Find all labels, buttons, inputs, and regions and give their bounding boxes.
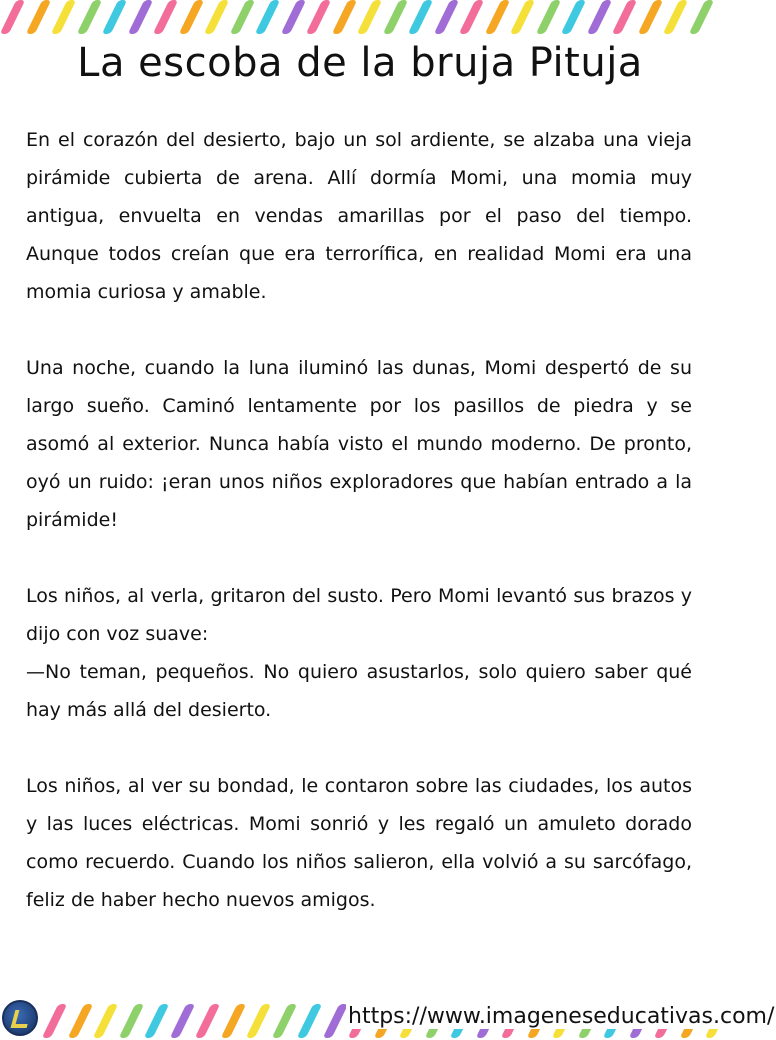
stripe-decoration — [118, 1004, 144, 1038]
stripe-decoration — [297, 1004, 323, 1038]
stripe-decoration — [255, 0, 281, 34]
stripe-decoration — [637, 0, 663, 34]
stripe-decoration — [246, 1004, 272, 1038]
footer-url-link[interactable]: https://www.imageneseducativas.com/ — [348, 1004, 775, 1029]
stripe-decoration — [484, 0, 510, 34]
top-stripe-border — [0, 0, 720, 40]
stripe-decoration — [433, 0, 459, 34]
stripe-decoration — [195, 1004, 221, 1038]
site-logo — [2, 1000, 38, 1036]
stripe-decoration — [0, 0, 25, 34]
stripe-decoration — [382, 0, 408, 34]
stripe-decoration — [322, 1004, 348, 1038]
story-text — [26, 121, 692, 957]
stripe-decoration — [204, 0, 230, 34]
stripe-decoration — [144, 1004, 170, 1038]
story-paragraph-3: Los niños, al verla, gritaron del susto. Pero Momi levantó sus brazos y dijo con voz suave: — [26, 585, 692, 645]
stripe-decoration — [561, 0, 587, 34]
stripe-decoration — [459, 0, 485, 34]
stripe-decoration — [220, 1004, 246, 1038]
stripe-decoration — [688, 0, 714, 34]
stripe-decoration — [76, 0, 102, 34]
stripe-decoration — [42, 1004, 68, 1038]
page-title: La escoba de la bruja Pituja — [77, 40, 643, 86]
stripe-decoration — [357, 0, 383, 34]
story-paragraph-1: En el corazón del desierto, bajo un sol ardiente, se alzaba una vieja pirámide cubierta de arena. Allí dormía Momi, una momia muy antigua, envuelta en vendas amarillas por el paso del tiempo. Aunque todos creían que era terrorífica, en realidad Momi era una momia curiosa y amable. — [26, 129, 692, 303]
stripe-decoration — [229, 0, 255, 34]
stripe-decoration — [153, 0, 179, 34]
stripe-decoration — [169, 1004, 195, 1038]
story-paragraph-2: Una noche, cuando la luna iluminó las dunas, Momi despertó de su largo sueño. Caminó lentamente por los pasillos de piedra y se asomó al exterior. Nunca había visto el mundo moderno. De pronto, oyó un ruido: ¡eran unos niños exploradores que habían entrado a la pirámide! — [26, 357, 692, 531]
story-paragraph-5: Los niños, al ver su bondad, le contaron sobre las ciudades, los autos y las luces eléctricas. Momi sonrió y les regaló un amuleto dorado como recuerdo. Cuando los niños salieron, ella volvió a su sarcófago, feliz de haber hecho nuevos amigos. — [26, 775, 692, 911]
stripe-decoration — [663, 0, 689, 34]
stripe-decoration — [408, 0, 434, 34]
stripe-decoration — [331, 0, 357, 34]
stripe-decoration — [178, 0, 204, 34]
stripe-decoration — [51, 0, 77, 34]
stripe-decoration — [612, 0, 638, 34]
stripe-decoration — [535, 0, 561, 34]
story-dialogue: —No teman, pequeños. No quiero asustarlos, solo quiero saber qué hay más allá del desierto. — [26, 661, 692, 721]
stripe-decoration — [25, 0, 51, 34]
stripe-decoration — [67, 1004, 93, 1038]
stripe-decoration — [280, 0, 306, 34]
stripe-decoration — [93, 1004, 119, 1038]
stripe-decoration — [102, 0, 128, 34]
stripe-decoration — [127, 0, 153, 34]
stripe-decoration — [271, 1004, 297, 1038]
logo-icon — [11, 1010, 32, 1028]
stripe-decoration — [510, 0, 536, 34]
stripe-decoration — [306, 0, 332, 34]
stripe-decoration — [586, 0, 612, 34]
